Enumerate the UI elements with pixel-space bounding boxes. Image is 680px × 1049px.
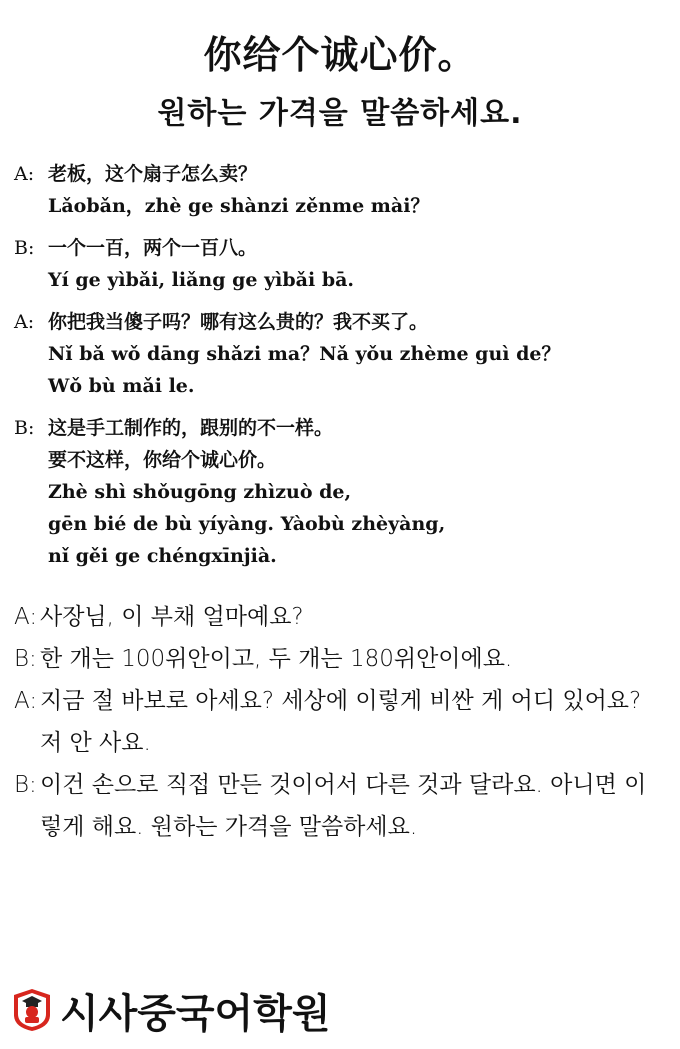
dialog-turn — [14, 412, 674, 572]
hanzi-line: 要不这样，你给个诚心价。 — [48, 449, 277, 471]
pinyin-line: Nǐ bǎ wǒ dāng shǎzi ma？Nǎ yǒu zhème guì de？ — [48, 343, 561, 365]
translation-row — [14, 638, 664, 680]
speaker-label: B: — [14, 646, 37, 672]
translation-row — [14, 764, 664, 848]
footer — [12, 980, 412, 1040]
pinyin-line: nǐ gěi ge chéngxīnjià. — [48, 545, 277, 567]
hanzi-line: 你把我当傻子吗？哪有这么贵的？我不买了。 — [48, 311, 429, 333]
dialog-turn — [14, 158, 674, 222]
pinyin-line: Yí ge yìbǎi, liǎng ge yìbǎi bā. — [48, 269, 355, 291]
dialog-turn — [14, 232, 674, 296]
translation-row — [14, 680, 664, 764]
pinyin-line: Zhè shì shǒugōng zhìzuò de, — [48, 481, 352, 503]
translation-row — [14, 596, 664, 638]
hanzi-line: 一个一百，两个一百八。 — [48, 237, 258, 259]
speaker-label: A: — [14, 163, 35, 185]
speaker-label: A: — [14, 604, 38, 630]
speaker-label: B: — [14, 417, 35, 439]
translation-text: 한 개는 100위안이고, 두 개는 180위안이에요. — [40, 646, 513, 672]
pinyin-line: Wǒ bù mǎi le. — [48, 375, 195, 397]
sisa-logo-icon — [12, 987, 52, 1033]
speaker-label: A: — [14, 688, 38, 714]
speaker-label: B: — [14, 237, 35, 259]
page-title-zh: 你给个诚心价。 — [203, 32, 477, 77]
brand-name: 시사중국어학원 — [60, 990, 331, 1037]
translation-text: 이건 손으로 직접 만든 것이어서 다른 것과 달라요. 아니면 이렇게 해요. 원하는 가격을 말씀하세요. — [40, 772, 647, 840]
translation-text: 지금 절 바보로 아세요? 세상에 이렇게 비싼 게 어디 있어요? 저 안 사요. — [40, 688, 642, 756]
translation-text: 사장님, 이 부채 얼마예요? — [40, 604, 304, 630]
hanzi-line: 这是手工制作的，跟别的不一样。 — [48, 417, 334, 439]
korean-translation — [14, 596, 664, 848]
hanzi-line: 老板，这个扇子怎么卖？ — [48, 163, 258, 185]
speaker-label: A: — [14, 311, 35, 333]
pinyin-line: gēn bié de bù yíyàng. Yàobù zhèyàng, — [48, 513, 446, 535]
dialog-turn — [14, 306, 674, 402]
pinyin-line: Lǎobǎn，zhè ge shànzi zěnme mài？ — [48, 195, 430, 217]
chinese-dialog — [14, 158, 674, 582]
page-title-ko: 원하는 가격을 말씀하세요. — [157, 96, 523, 131]
speaker-label: B: — [14, 772, 37, 798]
